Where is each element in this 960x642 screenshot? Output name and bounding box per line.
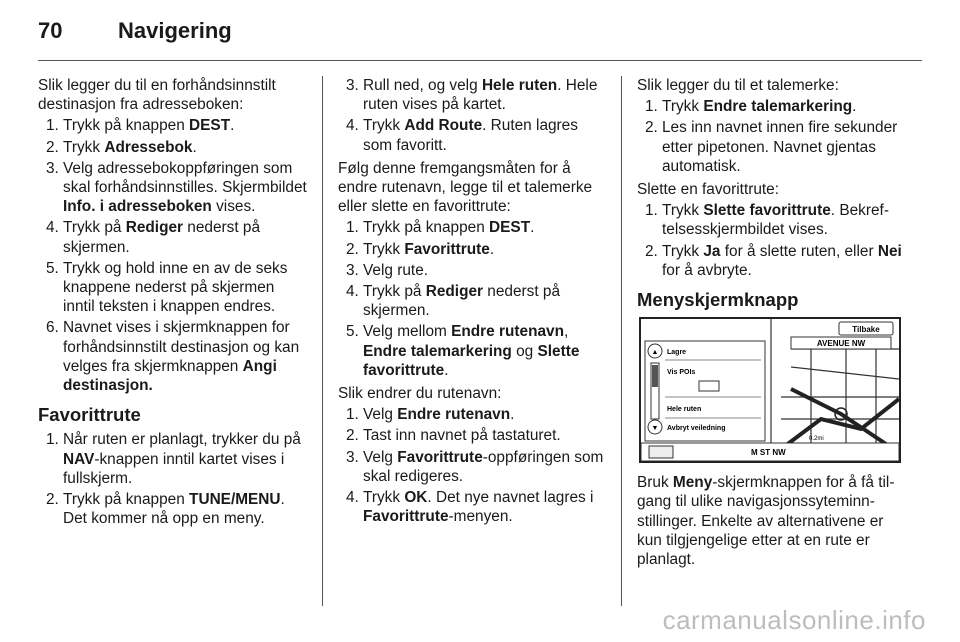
paragraph: Bruk Meny-skjermknappen for å få tilgang til ulike navigasjonssyteminnstillinger. Enkelte av alternativene er kun tilgjengelige etter at en rute er planlagt. (637, 474, 895, 569)
paragraph: Slette en favorittrute: (637, 181, 780, 199)
svg-text:▼: ▼ (651, 425, 659, 433)
list-item: 2. Trykk Adressebok. (46, 138, 197, 156)
menu-item-vis-pois: Vis POIs (667, 369, 696, 377)
steps-list (338, 76, 610, 155)
column-3 (637, 76, 909, 569)
menu-item-avbryt: Avbryt veiledning (667, 425, 726, 433)
list-item: 4. Trykk OK. Det nye navnet lagres i Favorittrute-menyen. (346, 489, 594, 526)
steps-list (338, 405, 610, 526)
street-label-top: AVENUE NW (816, 339, 866, 349)
page-number: 70 (38, 18, 63, 43)
back-button: Tilbake (852, 325, 880, 335)
steps-list (338, 218, 610, 380)
list-item: 3. Velg adressebokoppføringen som skal forhåndsinnstilles. Skjermbildet Info. i adresseboken vises. (46, 159, 307, 216)
steps-list (637, 97, 909, 176)
section-heading: Favorittrute (38, 404, 141, 426)
list-item: 2. Trykk Favorittrute. (346, 240, 495, 258)
steps-list (38, 116, 310, 395)
intro-paragraph: Slik legger du til en forhåndsinnstilt destinasjon fra adresseboken: (38, 77, 276, 114)
list-item: 2. Trykk Ja for å slette ruten, eller Nei for å avbryte. (645, 242, 902, 279)
list-item: 3. Velg Favorittrute-oppføringen som skal redigeres. (346, 448, 604, 485)
list-item: 3. Velg rute. (346, 261, 429, 279)
list-item: 3. Rull ned, og velg Hele ruten. Hele ruten vises på kartet. (346, 77, 598, 114)
column-1 (38, 76, 310, 532)
list-item: 1. Trykk Endre talemarkering. (645, 98, 857, 116)
menu-screen-illustration (639, 317, 901, 463)
list-item: 1. Trykk på knappen DEST. (46, 117, 235, 135)
watermark: carmanualsonline.info (662, 605, 926, 635)
header-rule (38, 60, 922, 61)
page-header (0, 0, 960, 60)
paragraph: Slik endrer du rutenavn: (338, 385, 502, 403)
list-item: 5. Velg mellom Endre rutenavn, Endre talemarkering og Slette favorittrute. (346, 323, 580, 379)
list-item: 6. Navnet vises i skjermknappen for forhåndsinnstilt destinasjon og kan velges fra skjermknappen Angi destinasjon. (46, 319, 300, 395)
column-divider-2 (621, 76, 622, 606)
list-item: 5. Trykk og hold inne en av de seks knappene nederst på skjermen inntil teksten i knappen endres. (46, 259, 288, 316)
list-item: 1. Når ruten er planlagt, trykker du på NAV-knappen inntil kartet vises i fullskjerm. (46, 431, 301, 487)
list-item: 1. Trykk på knappen DEST. (346, 219, 535, 237)
steps-list (637, 201, 909, 280)
paragraph: Slik legger du til et talemerke: (637, 77, 839, 94)
menu-item-hele-ruten: Hele ruten (667, 406, 702, 414)
list-item: 1. Trykk Slette favorittrute. Bekreftelsesskjermbildet vises. (645, 202, 889, 239)
list-item: 2. Les inn navnet innen fire sekunder etter pipetonen. Navnet gjentas automatisk. (645, 119, 898, 175)
list-item: 1. Velg Endre rutenavn. (346, 406, 515, 424)
column-divider-1 (322, 76, 323, 606)
street-label-bottom: M ST NW (751, 448, 786, 458)
paragraph: Følg denne fremgangsmåten for å endre rutenavn, legge til et talemerke eller slette en favorittrute: (338, 159, 593, 216)
list-item: 2. Tast inn navnet på tastaturet. (346, 427, 561, 445)
svg-text:▲: ▲ (651, 349, 659, 357)
steps-list (38, 430, 310, 528)
menu-item-lagre: Lagre (667, 349, 687, 357)
scale-label: 0.2mi (809, 436, 824, 443)
list-item: 4. Trykk på Rediger nederst på skjermen. (346, 283, 561, 320)
column-2 (338, 76, 610, 530)
list-item: 2. Trykk på knappen TUNE/MENU. Det kommer nå opp en meny. (46, 491, 285, 528)
page-title: Navigering (118, 18, 232, 43)
section-heading: Menyskjermknapp (637, 289, 799, 311)
list-item: 4. Trykk på Rediger nederst på skjermen. (46, 219, 261, 256)
list-item: 4. Trykk Add Route. Ruten lagres som favoritt. (346, 117, 578, 154)
